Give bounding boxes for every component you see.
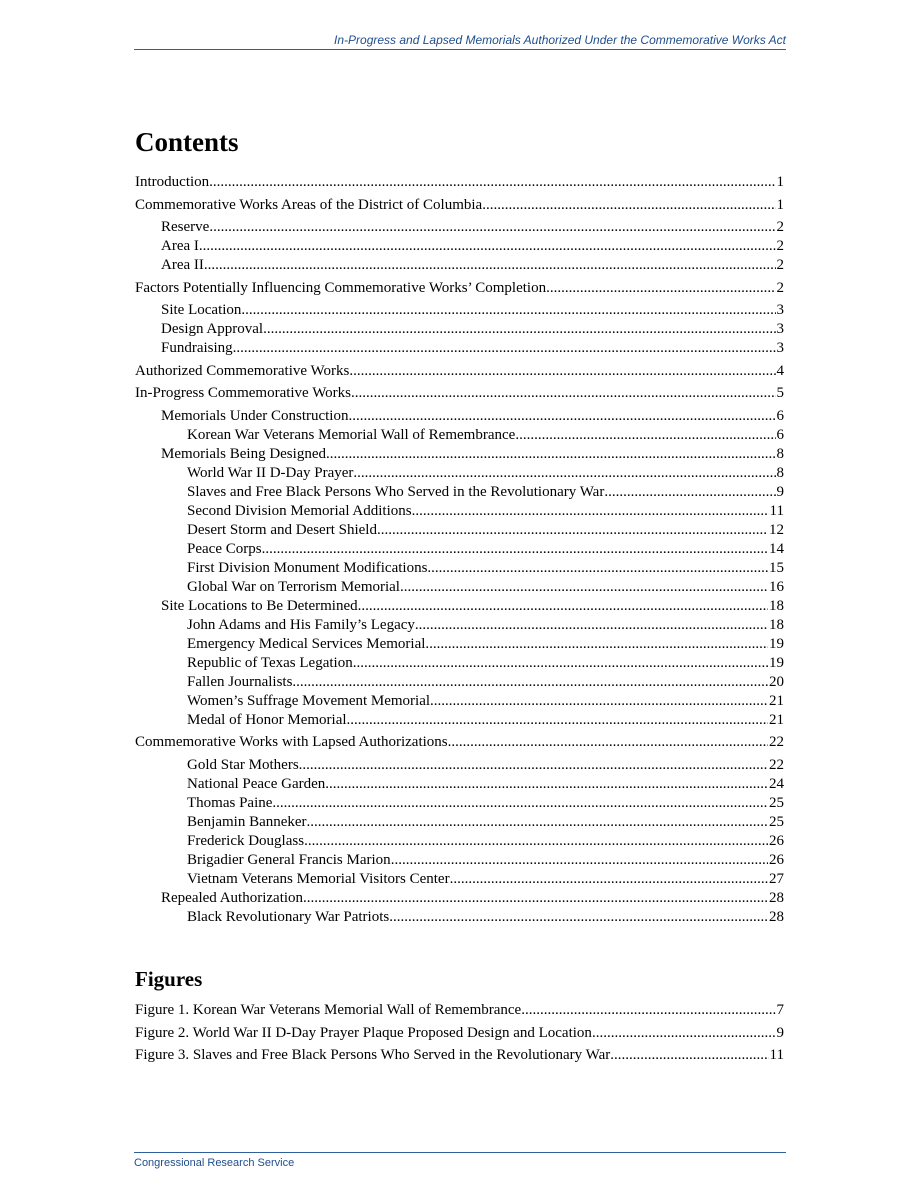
toc-entry[interactable] bbox=[135, 775, 784, 794]
toc-entry[interactable] bbox=[135, 578, 784, 597]
dot-leader bbox=[348, 407, 775, 426]
toc-entry[interactable] bbox=[135, 483, 784, 502]
toc-entry-title: Memorials Under Construction bbox=[161, 407, 349, 424]
dot-leader bbox=[326, 445, 776, 464]
toc-entry-title: Gold Star Mothers bbox=[187, 756, 299, 773]
toc-entry-page: 2 bbox=[776, 257, 784, 273]
dot-leader bbox=[610, 1046, 768, 1065]
toc-entry-page: 25 bbox=[769, 813, 784, 830]
toc-entry[interactable] bbox=[135, 559, 784, 578]
toc-entry-page: 25 bbox=[769, 794, 784, 811]
figure-entry-title: Figure 2. World War II D-Day Prayer Plaque Proposed Design and Location bbox=[135, 1024, 592, 1041]
dot-leader bbox=[347, 711, 768, 730]
toc-entry-page: 4 bbox=[776, 362, 784, 379]
dot-leader bbox=[427, 559, 768, 578]
toc-entry-page: 2 bbox=[776, 279, 784, 296]
toc-entry-title: Reserve bbox=[161, 219, 210, 235]
toc-entry-page: 5 bbox=[776, 385, 784, 401]
toc-entry-title: Second Division Memorial Additions bbox=[187, 502, 412, 519]
toc-entry[interactable] bbox=[135, 301, 784, 320]
toc-entry-page: 28 bbox=[769, 908, 784, 925]
figures-heading: Figures bbox=[135, 967, 203, 991]
toc-entry-page: 18 bbox=[769, 616, 784, 633]
dot-leader bbox=[233, 339, 776, 358]
toc-entry-title: First Division Monument Modifications bbox=[187, 559, 428, 576]
toc-entry-title: Vietnam Veterans Memorial Visitors Center bbox=[187, 870, 450, 887]
toc-entry-title: Fundraising bbox=[161, 340, 233, 356]
dot-leader bbox=[546, 279, 775, 298]
toc-entry-page: 22 bbox=[769, 756, 784, 773]
toc-entry-title: Site Locations to Be Determined bbox=[161, 597, 358, 614]
dot-leader bbox=[377, 521, 768, 540]
toc-entry[interactable] bbox=[135, 407, 784, 426]
toc-entry-page: 19 bbox=[769, 654, 784, 671]
toc-entry-page: 27 bbox=[769, 870, 784, 887]
toc-entry-page: 21 bbox=[769, 692, 784, 709]
toc-entry-page: 20 bbox=[769, 673, 784, 690]
toc-entry-title: Site Location bbox=[161, 302, 242, 318]
dot-leader bbox=[241, 301, 775, 320]
toc-entry-page: 28 bbox=[769, 889, 784, 906]
dot-leader bbox=[412, 502, 769, 521]
dot-leader bbox=[292, 673, 768, 692]
toc-entry-page: 2 bbox=[776, 238, 784, 254]
figure-entry[interactable] bbox=[135, 1001, 784, 1024]
toc-entry-title: Desert Storm and Desert Shield bbox=[187, 521, 377, 538]
toc-entry-page: 18 bbox=[769, 597, 784, 614]
dot-leader bbox=[303, 889, 768, 908]
toc-entry[interactable] bbox=[135, 279, 784, 298]
toc-entry[interactable] bbox=[135, 384, 784, 403]
toc-entry-page: 11 bbox=[769, 502, 784, 519]
toc-entry-page: 26 bbox=[769, 851, 784, 868]
toc-entry-page: 6 bbox=[776, 407, 784, 424]
toc-entry-title: Frederick Douglass bbox=[187, 832, 305, 849]
dot-leader bbox=[263, 320, 775, 339]
toc-entry-page: 26 bbox=[769, 832, 784, 849]
toc-entry-title: Black Revolutionary War Patriots bbox=[187, 908, 390, 925]
toc-entry-title: Design Approval bbox=[161, 321, 264, 337]
dot-leader bbox=[592, 1024, 776, 1043]
toc-entry[interactable] bbox=[135, 426, 784, 445]
toc-entry[interactable] bbox=[135, 711, 784, 730]
toc-entry-title: Area I bbox=[161, 238, 199, 254]
toc-entry-title: Introduction bbox=[135, 174, 210, 190]
figure-entry-title: Figure 3. Slaves and Free Black Persons Who Served in the Revolutionary War bbox=[135, 1047, 611, 1063]
toc-entry-title: Memorials Being Designed bbox=[161, 445, 326, 462]
contents-heading: Contents bbox=[135, 127, 239, 157]
dot-leader bbox=[204, 256, 776, 275]
dot-leader bbox=[349, 362, 775, 381]
toc-entry[interactable] bbox=[135, 813, 784, 832]
toc-entry-title: John Adams and His Family’s Legacy bbox=[187, 616, 415, 633]
dot-leader bbox=[325, 775, 768, 794]
toc-entry[interactable] bbox=[135, 362, 784, 381]
dot-leader bbox=[262, 540, 768, 559]
toc-entry[interactable] bbox=[135, 173, 784, 192]
toc-entry-page: 15 bbox=[769, 559, 784, 576]
dot-leader bbox=[351, 384, 776, 403]
toc-entry-title: Peace Corps bbox=[187, 540, 262, 557]
dot-leader bbox=[358, 597, 768, 616]
toc-entry-title: In-Progress Commemorative Works bbox=[135, 385, 351, 401]
toc-entry-page: 3 bbox=[776, 302, 784, 318]
toc-entry-page: 9 bbox=[776, 483, 784, 500]
toc-entry-title: Korean War Veterans Memorial Wall of Remembrance bbox=[187, 426, 516, 443]
toc-entry-title: Medal of Honor Memorial bbox=[187, 711, 347, 728]
toc-entry-page: 19 bbox=[769, 635, 784, 652]
toc-entry[interactable] bbox=[135, 832, 784, 851]
toc-entry[interactable] bbox=[135, 502, 784, 521]
toc-entry[interactable] bbox=[135, 445, 784, 464]
list-of-figures bbox=[135, 1001, 784, 1069]
dot-leader bbox=[521, 1001, 775, 1020]
dot-leader bbox=[604, 483, 775, 502]
toc-entry-title: Thomas Paine bbox=[187, 794, 273, 811]
toc-entry-title: Emergency Medical Services Memorial bbox=[187, 635, 426, 652]
toc-entry-title: Slaves and Free Black Persons Who Served in the Revolutionary War bbox=[187, 483, 605, 500]
toc-entry-page: 3 bbox=[776, 321, 784, 337]
table-of-contents bbox=[135, 173, 784, 927]
running-header: In-Progress and Lapsed Memorials Authorized Under the Commemorative Works Act bbox=[134, 32, 786, 50]
dot-leader bbox=[391, 851, 768, 870]
dot-leader bbox=[299, 756, 768, 775]
dot-leader bbox=[209, 218, 775, 237]
toc-entry-title: Area II bbox=[161, 257, 204, 273]
toc-entry-page: 3 bbox=[776, 340, 784, 356]
toc-entry[interactable] bbox=[135, 794, 784, 813]
toc-entry[interactable] bbox=[135, 256, 784, 275]
toc-entry-title: Fallen Journalists bbox=[187, 673, 293, 690]
toc-entry[interactable] bbox=[135, 756, 784, 775]
toc-entry[interactable] bbox=[135, 851, 784, 870]
dot-leader bbox=[389, 908, 768, 927]
dot-leader bbox=[482, 196, 775, 215]
toc-entry[interactable] bbox=[135, 218, 784, 237]
dot-leader bbox=[448, 733, 768, 752]
toc-entry[interactable] bbox=[135, 733, 784, 752]
toc-entry-page: 1 bbox=[776, 196, 784, 213]
toc-entry[interactable] bbox=[135, 540, 784, 559]
figure-entry-page: 11 bbox=[769, 1047, 784, 1063]
figure-entry[interactable] bbox=[135, 1046, 784, 1069]
dot-leader bbox=[400, 578, 768, 597]
toc-entry-title: National Peace Garden bbox=[187, 775, 326, 792]
toc-entry[interactable] bbox=[135, 521, 784, 540]
dot-leader bbox=[304, 832, 768, 851]
toc-entry-title: Factors Potentially Influencing Commemorative Works’ Completion bbox=[135, 279, 547, 296]
toc-entry-page: 24 bbox=[769, 775, 784, 792]
dot-leader bbox=[450, 870, 768, 889]
toc-entry-title: Brigadier General Francis Marion bbox=[187, 851, 391, 868]
dot-leader bbox=[209, 173, 775, 192]
dot-leader bbox=[353, 464, 775, 483]
toc-entry-title: Commemorative Works Areas of the District of Columbia bbox=[135, 196, 483, 213]
dot-leader bbox=[272, 794, 768, 813]
toc-entry-title: Authorized Commemorative Works bbox=[135, 362, 350, 379]
toc-entry[interactable] bbox=[135, 237, 784, 256]
toc-entry-page: 12 bbox=[769, 521, 784, 538]
toc-entry-title: Repealed Authorization bbox=[161, 889, 304, 906]
figure-entry-page: 7 bbox=[776, 1002, 784, 1018]
toc-entry[interactable] bbox=[135, 889, 784, 908]
figure-entry-page: 9 bbox=[776, 1024, 784, 1041]
toc-entry-page: 1 bbox=[776, 174, 784, 190]
dot-leader bbox=[515, 426, 775, 445]
toc-entry-title: Global War on Terrorism Memorial bbox=[187, 578, 400, 595]
dot-leader bbox=[307, 813, 768, 832]
toc-entry[interactable] bbox=[135, 339, 784, 358]
running-footer: Congressional Research Service bbox=[134, 1152, 786, 1170]
dot-leader bbox=[199, 237, 776, 256]
toc-entry[interactable] bbox=[135, 597, 784, 616]
toc-entry[interactable] bbox=[135, 870, 784, 889]
figure-entry[interactable] bbox=[135, 1024, 784, 1047]
dot-leader bbox=[415, 616, 768, 635]
toc-entry-page: 21 bbox=[769, 711, 784, 728]
toc-entry-page: 22 bbox=[769, 734, 784, 750]
toc-entry-page: 14 bbox=[769, 540, 784, 557]
toc-entry-title: World War II D-Day Prayer bbox=[187, 464, 354, 481]
toc-entry[interactable] bbox=[135, 673, 784, 692]
toc-entry-title: Women’s Suffrage Movement Memorial bbox=[187, 692, 431, 709]
toc-entry-page: 2 bbox=[776, 219, 784, 235]
figure-entry-title: Figure 1. Korean War Veterans Memorial Wall of Remembrance bbox=[135, 1002, 522, 1018]
toc-entry[interactable] bbox=[135, 320, 784, 339]
toc-entry-page: 16 bbox=[769, 578, 784, 595]
dot-leader bbox=[425, 635, 768, 654]
toc-entry-page: 8 bbox=[776, 445, 784, 462]
toc-entry-page: 8 bbox=[776, 464, 784, 481]
toc-entry[interactable] bbox=[135, 464, 784, 483]
toc-entry-title: Commemorative Works with Lapsed Authorizations bbox=[135, 734, 448, 750]
toc-entry[interactable] bbox=[135, 196, 784, 215]
toc-entry-page: 6 bbox=[776, 426, 784, 443]
toc-entry-title: Benjamin Banneker bbox=[187, 813, 307, 830]
dot-leader bbox=[353, 654, 768, 673]
toc-entry[interactable] bbox=[135, 692, 784, 711]
toc-entry[interactable] bbox=[135, 635, 784, 654]
toc-entry[interactable] bbox=[135, 908, 784, 927]
dot-leader bbox=[430, 692, 768, 711]
toc-entry-title: Republic of Texas Legation bbox=[187, 654, 353, 671]
toc-entry[interactable] bbox=[135, 616, 784, 635]
toc-entry[interactable] bbox=[135, 654, 784, 673]
